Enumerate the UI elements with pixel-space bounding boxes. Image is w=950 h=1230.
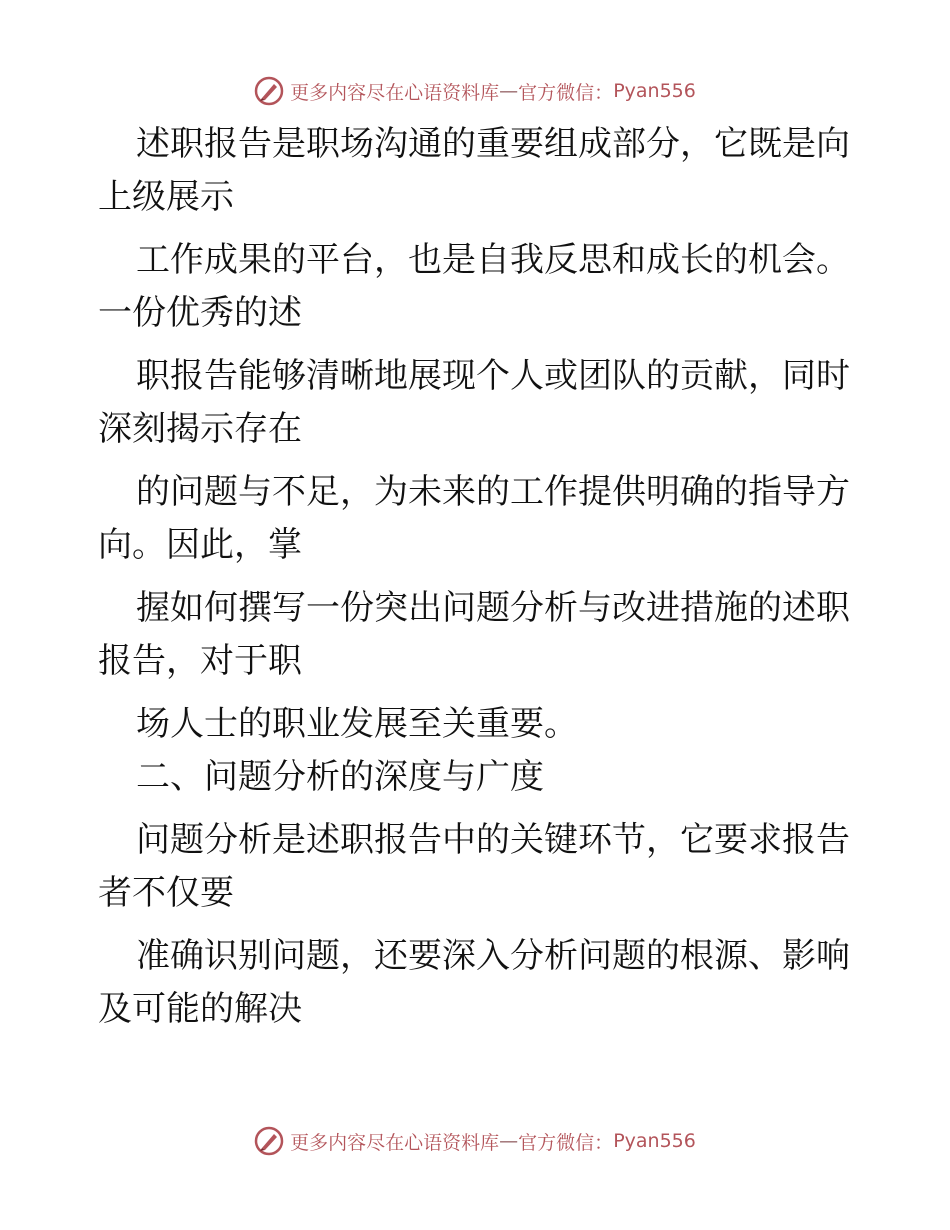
footer-banner [0,1121,950,1161]
paragraph-9-line-2: 及可能的解决 [98,989,302,1029]
paragraph-8-line-1: 问题分析是述职报告中的关键环节，它要求报告 [136,820,850,860]
paragraph-3-line-2: 深刻揭示存在 [98,409,302,449]
footer-wechat-label: 官方微信： [518,1131,614,1154]
paragraph-1-line-2: 上级展示 [98,177,234,217]
paragraph-3-line-1: 职报告能够清晰地展现个人或团队的贡献，同时 [136,356,850,396]
paragraph-1-line-1: 述职报告是职场沟通的重要组成部分，它既是向 [136,124,850,164]
paragraph-9-line-1: 准确识别问题，还要深入分析问题的根源、影响 [136,936,850,976]
paragraph-8-line-2: 者不仅要 [98,873,234,913]
footer-site-text: 更多内容尽在心语资料库 [290,1131,500,1154]
header-site-text: 更多内容尽在心语资料库 [290,81,500,104]
paragraph-4-line-1: 的问题与不足，为未来的工作提供明确的指导方 [136,472,850,512]
paragraph-6-line-1: 场人士的职业发展至关重要。 [136,704,578,744]
header-separator: — [499,80,519,102]
document-body [98,118,868,1036]
section-heading: 二、问题分析的深度与广度 [136,757,544,797]
paragraph-5-line-2: 报告，对于职 [98,641,302,681]
header-wechat-label: 官方微信： [518,81,614,104]
header-wechat-id: Pyan556 [613,80,696,102]
paragraph-5-line-1: 握如何撰写一份突出问题分析与改进措施的述职 [136,588,850,628]
paragraph-2-line-2: 一份优秀的述 [98,293,302,333]
footer-wechat-id: Pyan556 [613,1130,696,1152]
footer-separator: — [499,1130,519,1152]
quill-seal-icon [254,1126,284,1156]
paragraph-4-line-2: 向。因此，掌 [98,525,302,565]
paragraph-2-line-1: 工作成果的平台，也是自我反思和成长的机会。 [136,240,850,280]
quill-seal-icon [254,76,284,106]
header-banner [0,71,950,111]
